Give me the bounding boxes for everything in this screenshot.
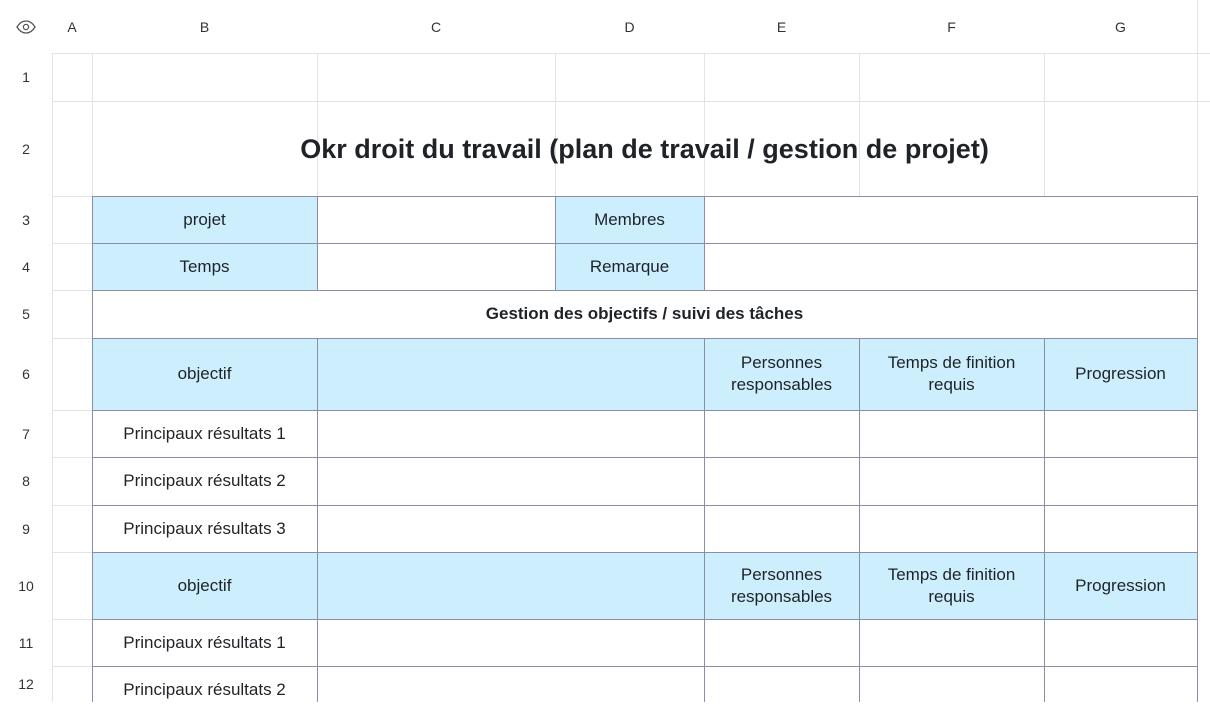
column-header-f[interactable]: F <box>859 0 1044 53</box>
result-label-cell[interactable]: Principaux résultats 1 <box>92 619 317 666</box>
result-value-cell[interactable] <box>317 457 704 505</box>
row-header[interactable]: 3 <box>0 196 52 243</box>
objectif-header-cell[interactable]: objectif <box>92 552 317 619</box>
temps-finition-header-cell[interactable]: Temps de finition requis <box>859 552 1044 619</box>
column-header-e[interactable]: E <box>704 0 859 53</box>
row-header[interactable]: 1 <box>0 53 52 101</box>
row-header[interactable]: 6 <box>0 338 52 410</box>
column-header-a[interactable]: A <box>52 0 92 53</box>
responsables-header-cell[interactable]: Personnes responsables <box>704 338 859 410</box>
row-header[interactable]: 8 <box>0 457 52 505</box>
remarque-label-cell[interactable]: Remarque <box>555 243 704 290</box>
row-header[interactable]: 10 <box>0 552 52 619</box>
temps-finition-header-cell[interactable]: Temps de finition requis <box>859 338 1044 410</box>
progression-header-cell[interactable]: Progression <box>1044 338 1197 410</box>
row-header[interactable]: 9 <box>0 505 52 552</box>
progression-cell[interactable] <box>1044 410 1197 457</box>
result-value-cell[interactable] <box>317 619 704 666</box>
membres-label-cell[interactable]: Membres <box>555 196 704 243</box>
column-header-d[interactable]: D <box>555 0 704 53</box>
temps-finition-cell[interactable] <box>859 619 1044 666</box>
progression-cell[interactable] <box>1044 666 1197 702</box>
projet-label-cell[interactable]: projet <box>92 196 317 243</box>
column-header-b[interactable]: B <box>92 0 317 53</box>
responsables-cell[interactable] <box>704 457 859 505</box>
temps-value-cell[interactable] <box>317 243 555 290</box>
eye-icon[interactable] <box>0 0 52 53</box>
result-value-cell[interactable] <box>317 666 704 702</box>
temps-finition-cell[interactable] <box>859 410 1044 457</box>
result-label-cell[interactable]: Principaux résultats 3 <box>92 505 317 552</box>
responsables-cell[interactable] <box>704 410 859 457</box>
responsables-cell[interactable] <box>704 505 859 552</box>
sheet-title[interactable]: Okr droit du travail (plan de travail / gestion de projet) <box>300 133 989 164</box>
section-title-cell[interactable]: Gestion des objectifs / suivi des tâches <box>92 290 1197 338</box>
temps-finition-cell[interactable] <box>859 505 1044 552</box>
responsables-header-cell[interactable]: Personnes responsables <box>704 552 859 619</box>
temps-label-cell[interactable]: Temps <box>92 243 317 290</box>
result-label-cell[interactable]: Principaux résultats 2 <box>92 666 317 713</box>
result-label-cell[interactable]: Principaux résultats 1 <box>92 410 317 457</box>
row-header[interactable]: 7 <box>0 410 52 457</box>
progression-cell[interactable] <box>1044 619 1197 666</box>
remarque-value-cell[interactable] <box>704 243 1197 290</box>
projet-value-cell[interactable] <box>317 196 555 243</box>
row-header[interactable]: 2 <box>0 101 52 196</box>
progression-header-cell[interactable]: Progression <box>1044 552 1197 619</box>
result-value-cell[interactable] <box>317 505 704 552</box>
result-value-cell[interactable] <box>317 410 704 457</box>
column-header-g[interactable]: G <box>1044 0 1197 53</box>
objectif-value-cell[interactable] <box>317 552 704 619</box>
temps-finition-cell[interactable] <box>859 666 1044 702</box>
row-header[interactable]: 4 <box>0 243 52 290</box>
responsables-cell[interactable] <box>704 619 859 666</box>
responsables-cell[interactable] <box>704 666 859 702</box>
objectif-value-cell[interactable] <box>317 338 704 410</box>
row-header[interactable]: 11 <box>0 619 52 666</box>
objectif-header-cell[interactable]: objectif <box>92 338 317 410</box>
column-header-c[interactable]: C <box>317 0 555 53</box>
result-label-cell[interactable]: Principaux résultats 2 <box>92 457 317 505</box>
membres-value-cell[interactable] <box>704 196 1197 243</box>
temps-finition-cell[interactable] <box>859 457 1044 505</box>
row-header[interactable]: 12 <box>0 666 52 702</box>
row-header[interactable]: 5 <box>0 290 52 338</box>
progression-cell[interactable] <box>1044 505 1197 552</box>
progression-cell[interactable] <box>1044 457 1197 505</box>
